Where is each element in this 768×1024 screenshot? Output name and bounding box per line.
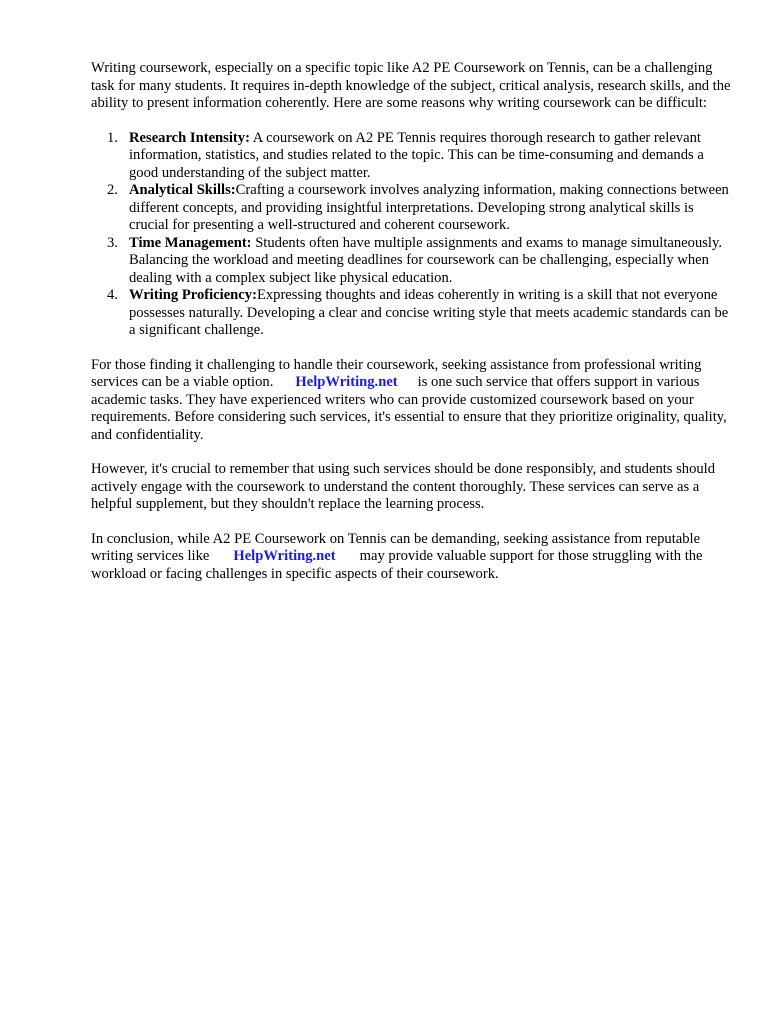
conclusion-text-before: In conclusion, while A2 PE Coursework on Tennis can be demanding, seeking assistance from reputable writing services like: [91, 530, 701, 564]
list-item: [91, 130, 731, 183]
list-item: [91, 182, 731, 235]
help-text-before: For those finding it challenging to handle their coursework, seeking assistance from professional writing services can be a viable option.: [91, 356, 702, 390]
helpwriting-link[interactable]: HelpWriting.net: [295, 374, 398, 390]
list-item: [91, 287, 731, 340]
list-text: Expressing thoughts and ideas coherently in writing is a skill that not everyone possesses naturally. Developing a clear and concise writing style that meets academic standards can be a significant challenge.: [129, 287, 729, 338]
list-number: 3.: [107, 234, 118, 251]
list-text: Students often have multiple assignments and exams to manage simultaneously. Balancing the workload and meeting deadlines for coursework can be challenging, especially when dealing with a complex subject like physical education.: [129, 234, 722, 286]
conclusion-paragraph: [91, 531, 731, 584]
caution-paragraph: However, it's crucial to remember that using such services should be done responsibly, and students should actively engage with the coursework to understand the content thoroughly. These services can serve as a helpful supplement, but they shouldn't replace the learning process.: [91, 461, 716, 512]
list-number: 4.: [107, 287, 118, 303]
list-text: A coursework on A2 PE Tennis requires thorough research to gather relevant information, statistics, and studies related to the topic. This can be time-consuming and demands a good understanding of the subject matter.: [129, 129, 704, 181]
list-term: Time Management:: [129, 234, 252, 251]
list-number: 1.: [107, 129, 118, 146]
conclusion-text-after: may provide valuable support for those struggling with the workload or facing challenges in specific aspects of their coursework.: [91, 548, 703, 582]
help-text-after: is one such service that offers support in various academic tasks. They have experienced writers who can provide customized coursework based on your requirements. Before considering such services, it's essential to ensure that they prioritize originality, quality, and confidentiality.: [91, 374, 727, 443]
document-page: [91, 60, 731, 600]
intro-paragraph: Writing coursework, especially on a specific topic like A2 PE Coursework on Tennis, can be a challenging task for many students. It requires in-depth knowledge of the subject, critical analysis, research skills, and the ability to present information coherently. Here are some reasons why writing coursework can be difficult:: [91, 60, 731, 111]
help-paragraph: [91, 357, 731, 445]
reasons-list: [91, 130, 731, 340]
helpwriting-link[interactable]: HelpWriting.net: [233, 548, 336, 564]
list-term: Analytical Skills:: [129, 182, 236, 198]
list-term: Writing Proficiency:: [129, 287, 257, 303]
list-item: [91, 235, 731, 288]
list-text: Crafting a coursework involves analyzing information, making connections between different concepts, and providing insightful interpretations. Developing strong analytical skills is crucial for presenting a well-structured and coherent coursework.: [129, 182, 729, 233]
list-number: 2.: [107, 182, 118, 198]
list-term: Research Intensity:: [129, 129, 250, 146]
